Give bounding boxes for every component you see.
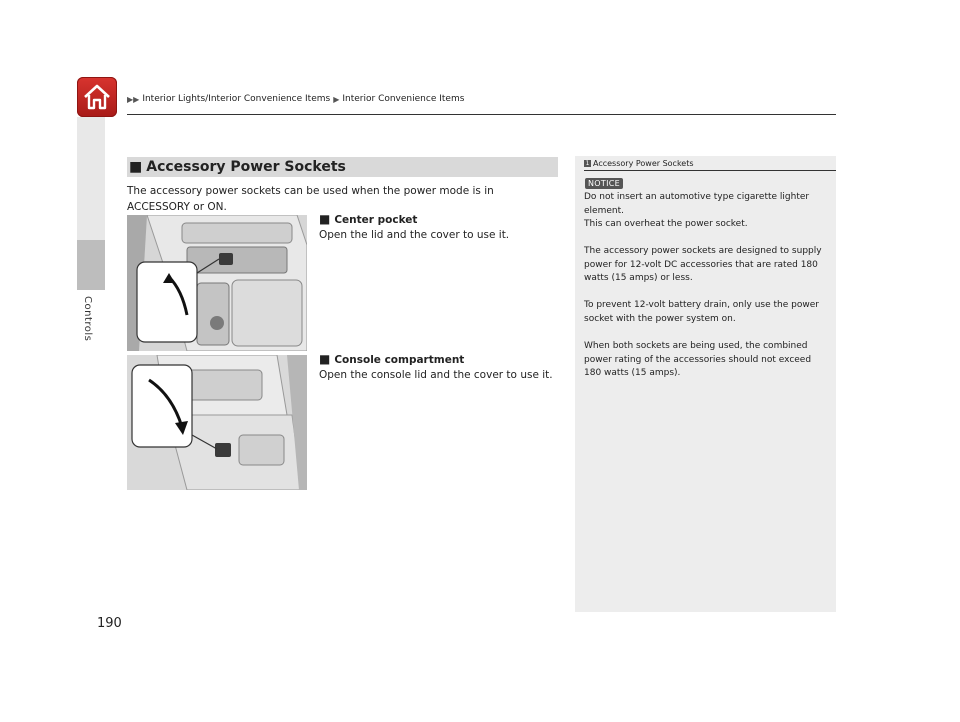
breadcrumb-arrow-icon: ▶▶	[127, 94, 140, 104]
home-button[interactable]	[77, 77, 117, 117]
side-tab-marker	[77, 240, 105, 290]
notice-badge: NOTICE	[585, 178, 623, 189]
side-tab-spacer	[77, 117, 105, 240]
console-heading: ■ Console compartment	[319, 352, 465, 366]
center-pocket-illustration	[127, 215, 307, 351]
bullet-square-icon: ■	[319, 212, 331, 226]
section-square-icon: ■	[129, 159, 143, 175]
notes-paragraph-2: To prevent 12-volt battery drain, only use the power socket with the power system on.	[584, 300, 819, 324]
notes-panel	[575, 156, 836, 612]
notes-divider	[584, 170, 836, 171]
notes-paragraph-1: The accessory power sockets are designed to supply power for 12-volt DC accessories that are rated 180 watts (15 amps) or less.	[584, 246, 822, 283]
side-tab-label: Controls	[82, 296, 93, 342]
notes-title: 1 Accessory Power Sockets	[585, 159, 694, 168]
breadcrumb-link-lights[interactable]: Interior Lights/Interior Convenience Items	[142, 94, 331, 104]
home-icon	[82, 83, 112, 111]
notice-text-2: This can overheat the power socket.	[584, 219, 748, 229]
bullet-square-icon: ■	[319, 352, 331, 366]
notes-paragraph-3: When both sockets are being used, the combined power rating of the accessories should not exceed 180 watts (15 amps).	[584, 341, 812, 378]
console-compartment-illustration	[127, 355, 307, 490]
breadcrumb-arrow-icon: ▶	[333, 94, 340, 104]
notice-text: Do not insert an automotive type cigarette lighter element.	[584, 192, 810, 216]
center-pocket-text: Open the lid and the cover to use it.	[319, 229, 510, 241]
breadcrumb	[127, 94, 464, 104]
section-title-bar	[127, 157, 558, 177]
page-number: 190	[97, 616, 122, 631]
section-intro: The accessory power sockets can be used when the power mode is in ACCESSORY or ON.	[127, 185, 494, 213]
header-divider	[127, 114, 836, 115]
breadcrumb-current[interactable]: Interior Convenience Items	[342, 94, 465, 104]
center-pocket-heading: ■ Center pocket	[319, 212, 418, 226]
section-title: Accessory Power Sockets	[146, 159, 346, 175]
note-marker-icon: 1	[585, 160, 590, 167]
console-text: Open the console lid and the cover to use it.	[319, 369, 553, 381]
